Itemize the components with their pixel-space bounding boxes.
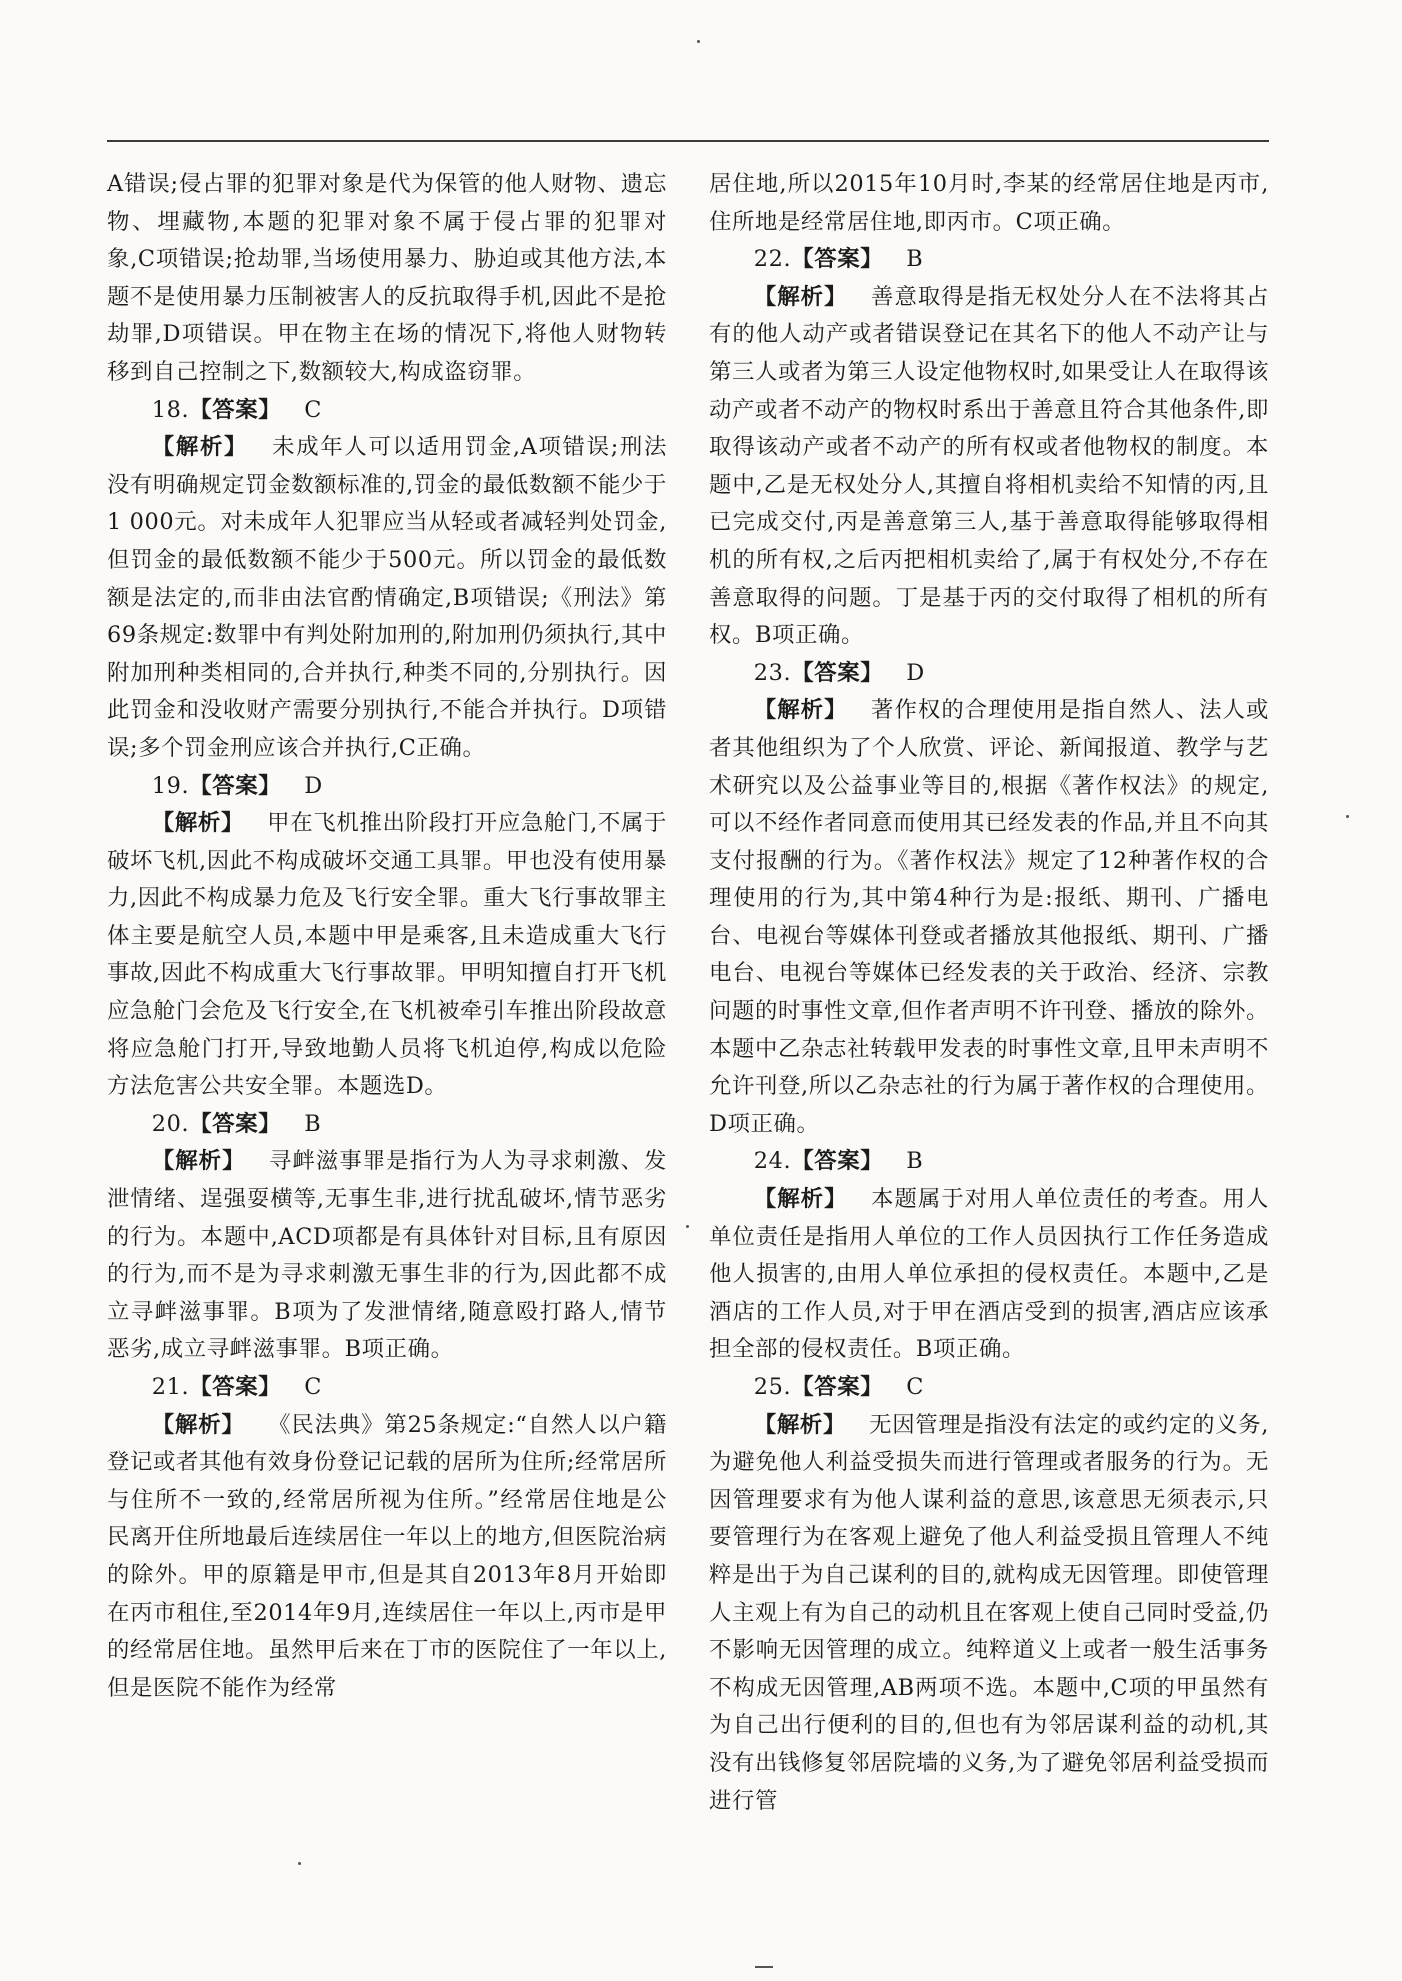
answer-value: C [304,396,322,423]
explanation-text: 无因管理是指没有法定的或约定的义务,为避免他人利益受损失而进行管理或者服务的行为。无因管理要求有为他人谋利益的意思,该意思无须表示,只要管理行为在客观上避免了他人利益受损且管理人不纯粹是出于为自己谋利的目的,就构成无因管理。即使管理人主观上有为自己的动机且在客观上使自己同时受益,仍不影响无因管理的成立。纯粹道义上或者一般生活事务不构成无因管理,AB两项不选。本题中,C项的甲虽然有为自己出行便利的目的,但也有为邻居谋利益的动机,其没有出钱修复邻居院墙的义务,为了避免邻居利益受损而进行管 [709,1411,1270,1814]
explanation-paragraph [709,279,1269,655]
scan-speck [697,40,700,43]
answer-line [107,768,667,806]
explanation-tag: 【解析】 [151,1411,245,1438]
answer-value: B [304,1110,322,1137]
explanation-tag: 【解析】 [753,1411,847,1438]
explanation-tag: 【解析】 [753,283,848,310]
explanation-text: 甲在飞机推出阶段打开应急舱门,不属于破坏飞机,因此不构成破坏交通工具罪。甲也没有使用暴力,因此不构成暴力危及飞行安全罪。重大飞行事故罪主体主要是航空人员,本题中甲是乘客,且未造成重大飞行事故,因此不构成重大飞行事故罪。甲明知擅自打开飞机应急舱门会危及飞行安全,在飞机被牵引车推出阶段故意将应急舱门打开,导致地勤人员将飞机迫停,构成以危险方法危害公共安全罪。本题选D。 [107,810,668,1100]
question-number: 21. [151,1374,190,1400]
answer-value: C [304,1374,322,1400]
right-column [709,166,1269,1820]
scan-speck [1346,815,1349,818]
paragraph: A错误;侵占罪的犯罪对象是代为保管的他人财物、遗忘物、埋藏物,本题的犯罪对象不属于侵占罪的犯罪对象,C项错误;抢劫罪,当场使用暴力、胁迫或其他方法,本题不是使用暴力压制被害人的反抗取得手机,因此不是抢劫罪,D项错误。甲在物主在场的情况下,将他人财物转移到自己控制之下,数额较大,构成盗窃罪。 [107,171,667,385]
answer-line [709,1143,1269,1181]
explanation-text: 善意取得是指无权处分人在不法将其占有的他人动产或者错误登记在其名下的他人不动产让与第三人或者为第三人设定他物权时,如果受让人在取得该动产或者不动产的物权时系出于善意且符合其他条件,即取得该动产或者不动产的所有权或者他物权的制度。本题中,乙是无权处分人,其擅自将相机卖给不知情的丙,且已完成交付,丙是善意第三人,基于善意取得能够取得相机的所有权,之后丙把相机卖给了,属于有权处分,不存在善意取得的问题。丁是基于丙的交付取得了相机的所有权。B项正确。 [709,283,1270,649]
answer-value: B [906,1148,924,1175]
scan-speck [755,1966,773,1968]
answer-value: D [906,659,925,686]
answer-value: B [906,246,924,273]
scan-speck [298,1862,301,1865]
explanation-paragraph [107,1143,667,1369]
answer-tag: 【答案】 [791,1148,884,1175]
explanation-tag: 【解析】 [151,1148,246,1175]
explanation-paragraph [709,1181,1269,1369]
explanation-paragraph [107,805,667,1106]
question-number: 22. [753,246,792,273]
explanation-tag: 【解析】 [151,810,245,837]
explanation-paragraph [107,1407,667,1708]
question-number: 24. [753,1148,792,1175]
answer-tag: 【答案】 [189,772,282,799]
answer-tag: 【答案】 [791,246,884,273]
explanation-text: 未成年人可以适用罚金,A项错误;刑法没有明确规定罚金数额标准的,罚金的最低数额不能少于1 000元。对未成年人犯罪应当从轻或者减轻判处罚金,但罚金的最低数额不能少于500元。所以罚金的最低数额是法定的,而非由法官酌情确定,B项错误;《刑法》第69条规定:数罪中有判处附加刑的,附加刑仍须执行,其中附加刑种类相同的,合并执行,种类不同的,分别执行。因此罚金和没收财产需要分别执行,不能合并执行。D项错误;多个罚金刑应该合并执行,C正确。 [107,434,667,761]
answer-tag: 【答案】 [189,1374,282,1400]
answer-line [709,1369,1269,1407]
explanation-text: 寻衅滋事罪是指行为人为寻求刺激、发泄情绪、逞强耍横等,无事生非,进行扰乱破坏,情节恶劣的行为。本题中,ACD项都是有具体针对目标,且有原因的行为,而不是为寻求刺激无事生非的行为,因此都不成立寻衅滋事罪。B项为了发泄情绪,随意殴打路人,情节恶劣,成立寻衅滋事罪。B项正确。 [107,1148,668,1363]
question-number: 20. [151,1110,190,1137]
answer-tag: 【答案】 [189,396,282,423]
paragraph: 居住地,所以2015年10月时,李某的经常居住地是丙市,住所地是经常居住地,即丙市。C项正确。 [709,171,1269,235]
explanation-paragraph [709,692,1269,1143]
explanation-text: 著作权的合理使用是指自然人、法人或者其他组织为了个人欣赏、评论、新闻报道、教学与艺术研究以及公益事业等目的,根据《著作权法》的规定,可以不经作者同意而使用其已经发表的作品,并且不向其支付报酬的行为。《著作权法》规定了12种著作权的合理使用的行为,其中第4种行为是:报纸、期刊、广播电台、电视台等媒体刊登或者播放其他报纸、期刊、广播电台、电视台等媒体已经发表的关于政治、经济、宗教问题的时事性文章,但作者声明不许刊登、播放的除外。本题中乙杂志社转载甲发表的时事性文章,且甲未声明不允许刊登,所以乙杂志社的行为属于著作权的合理使用。D项正确。 [709,697,1270,1137]
answer-line [709,241,1269,279]
answer-line [107,1369,667,1407]
answer-line [107,1106,667,1144]
question-number: 23. [753,659,792,686]
explanation-tag: 【解析】 [151,434,249,461]
explanation-paragraph [709,1407,1269,1821]
answer-tag: 【答案】 [189,1110,282,1137]
answer-value: D [304,772,323,799]
answer-value: C [906,1374,924,1400]
explanation-tag: 【解析】 [753,1186,848,1213]
answer-line [107,392,667,430]
header-rule [107,140,1269,142]
left-column [107,166,667,1707]
answer-tag: 【答案】 [791,1374,884,1400]
question-number: 19. [151,772,190,799]
explanation-paragraph [107,429,667,767]
answer-line [709,655,1269,693]
question-number: 18. [151,396,190,423]
question-number: 25. [753,1374,792,1400]
explanation-text: 《民法典》第25条规定:“自然人以户籍登记或者其他有效身份登记记载的居所为住所;经常居所与住所不一致的,经常居所视为住所。”经常居住地是公民离开住所地最后连续居住一年以上的地方,但医院治病的除外。甲的原籍是甲市,但是其自2013年8月开始即在丙市租住,至2014年9月,连续居住一年以上,丙市是甲的经常居住地。虽然甲后来在丁市的医院住了一年以上,但是医院不能作为经常 [107,1411,667,1701]
explanation-text: 本题属于对用人单位责任的考查。用人单位责任是指用人单位的工作人员因执行工作任务造成他人损害的,由用人单位承担的侵权责任。本题中,乙是酒店的工作人员,对于甲在酒店受到的损害,酒店应该承担全部的侵权责任。B项正确。 [709,1186,1270,1363]
answer-tag: 【答案】 [791,659,884,686]
scan-speck [686,1225,689,1228]
explanation-tag: 【解析】 [753,697,848,724]
